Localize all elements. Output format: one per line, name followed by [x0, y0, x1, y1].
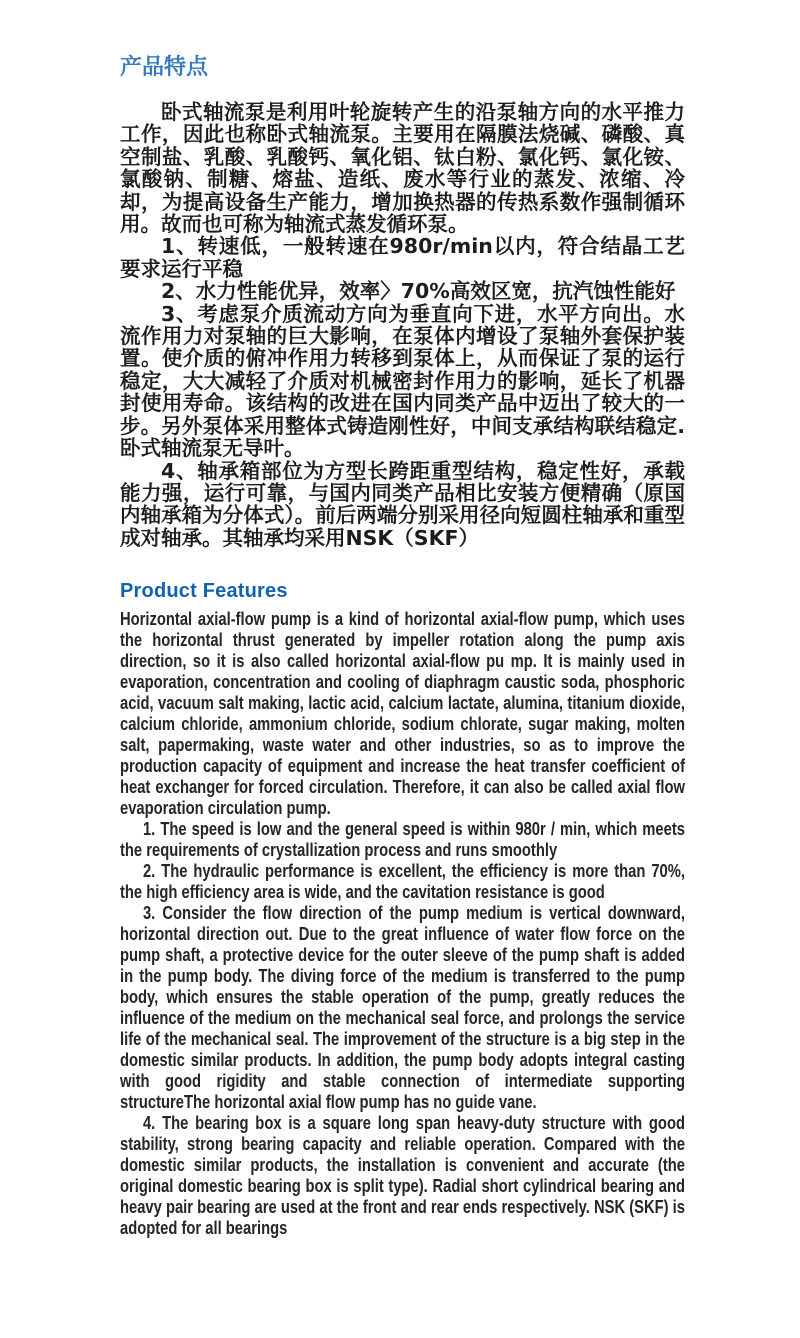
- page-content: [120, 54, 685, 1239]
- english-feature-4: 4. The bearing box is a square long span heavy-duty structure with good stability, strong bearing capacity and reliable operation. Compared with the domestic similar products, the installation is convenient and accurate (the original domestic bearing box is split type). Radial short cylindrical bearing and heavy pair bearing are used at the front and rear ends respectively. NSK (SKF) is adopted for all bearings: [120, 1113, 685, 1239]
- chinese-feature-2: 2、水力性能优异，效率〉70%高效区宽，抗汽蚀性能好: [161, 279, 676, 304]
- english-feature-1: 1. The speed is low and the general speed is within 980r / min, which meets the requirements of crystallization process and runs smoothly: [120, 819, 685, 861]
- english-section-title: Product Features: [120, 580, 288, 603]
- english-section-body: [120, 609, 685, 1239]
- chinese-feature-3: 3、考虑泵介质流动方向为垂直向下进，水平方向出。水流作用力对泵轴的巨大影响，在泵体内增设了泵轴外套保护装置。使介质的俯冲作用力转移到泵体上，从而保证了泵的运行稳定，大大减轻了介质对机械密封作用力的影响，延长了机器封使用寿命。该结构的改进在国内同类产品中迈出了较大的一步。另外泵体采用整体式铸造刚性好，中间支承结构联结稳定. 卧式轴流泵无导叶。: [120, 301, 685, 461]
- chinese-paragraph-intro: 卧式轴流泵是利用叶轮旋转产生的沿泵轴方向的水平推力工作，因此也称卧式轴流泵。主要用在隔膜法烧碱、磷酸、真空制盐、乳酸、乳酸钙、氧化铝、钛白粉、氯化钙、氯化铵、氯酸钠、制糖、熔盐、造纸、废水等行业的蒸发、浓缩、冷却，为提高设备生产能力，增加换热器的传热系数作强制循环用。故而也可称为轴流式蒸发循环泵。: [120, 100, 685, 237]
- english-feature-2: 2. The hydraulic performance is excellent, the efficiency is more than 70%, the high efficiency area is wide, and the cavitation resistance is good: [120, 861, 685, 903]
- english-paragraph-intro: Horizontal axial-flow pump is a kind of horizontal axial-flow pump, which uses the horizontal thrust generated by impeller rotation along the pump axis direction, so it is also called horizontal axial-flow pu mp. It is mainly used in evaporation, concentration and cooling of diaphragm caustic soda, phosphoric acid, vacuum salt making, lactic acid, calcium lactate, alumina, titanium dioxide, calcium chloride, ammonium chloride, sodium chlorate, sugar making, molten salt, papermaking, waste water and other industries, so as to improve the production capacity of equipment and increase the heat transfer coefficient of heat exchanger for forced circulation. Therefore, it can also be called axial flow evaporation circulation pump.: [120, 609, 685, 819]
- chinese-section-body: [120, 101, 685, 549]
- chinese-section-title: 产品特点: [120, 55, 209, 80]
- english-feature-3: 3. Consider the flow direction of the pump medium is vertical downward, horizontal direction out. Due to the great influence of water flow force on the pump shaft, a protective device for the outer sleeve of the pump shaft is added in the pump body. The diving force of the medium is transferred to the pump body, which ensures the stable operation of the pump, greatly reduces the influence of the medium on the mechanical seal force, and prolongs the service life of the mechanical seal. The improvement of the structure is a big step in the domestic similar products. In addition, the pump body adopts integral casting with good rigidity and stable connection of intermediate supporting structureThe horizontal axial flow pump has no guide vane.: [120, 903, 685, 1113]
- chinese-feature-4: 4、轴承箱部位为方型长跨距重型结构，稳定性好，承载能力强，运行可靠，与国内同类产品相比安装方便精确（原国内轴承箱为分体式）。前后两端分别采用径向短圆柱轴承和重型成对轴承。其轴承均采用NSK（SKF）: [120, 458, 685, 550]
- chinese-feature-1: 1、转速低，一般转速在980r/min以内，符合结晶工艺要求运行平稳: [120, 234, 685, 281]
